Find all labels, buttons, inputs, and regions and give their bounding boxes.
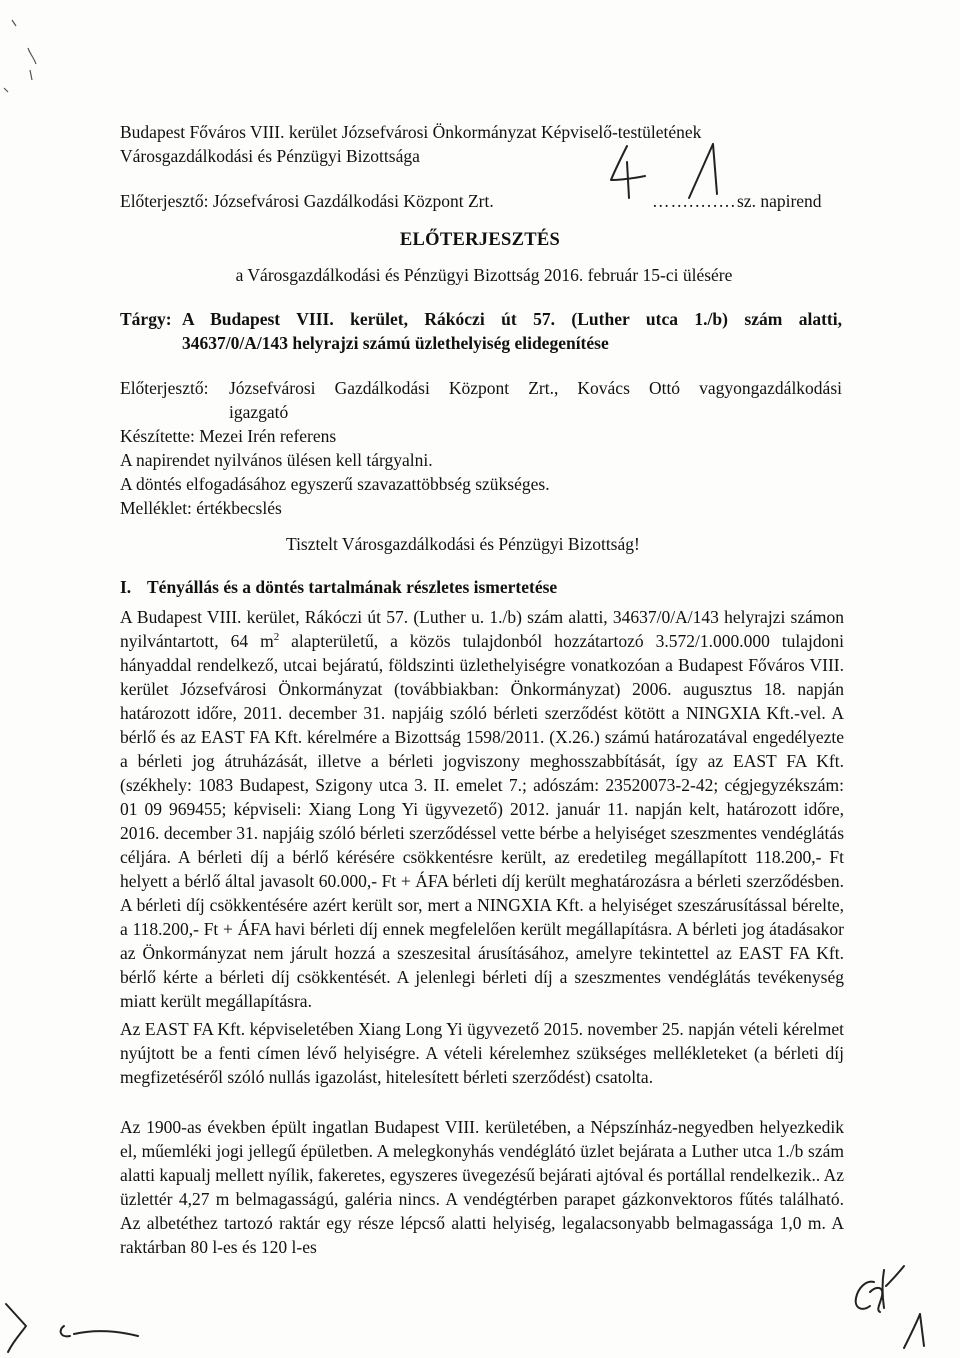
document-subtitle: a Városgazdálkodási és Pénzügyi Bizottság 2016. február 15-ci ülésére <box>235 265 733 285</box>
document-title: ELŐTERJESZTÉS <box>399 230 561 250</box>
scan-marks <box>0 0 70 110</box>
section-title: Tényállás és a döntés tartalmának részletes ismertetése <box>147 577 558 597</box>
paragraph-1-start: A Budapest VIII. kerület, Rákóczi út 57. (Luther u. 1./b) szám alatti, 34637/0/A/143 helyrajzi számon nyilvántartott, 64 m <box>120 607 844 651</box>
session-note: A napirendet nyilvános ülésen kell tárgyalni. <box>120 450 433 470</box>
handwritten-margin-mark <box>0 1296 150 1358</box>
subject-label: Tárgy: <box>120 309 172 329</box>
agenda-suffix: sz. napirend <box>737 191 822 211</box>
paragraph-2: Az EAST FA Kft. képviseletében Xiang Long Yi ügyvezető 2015. november 25. napján vételi kérelmet nyújtott be a fenti címen lévő helyiségre. A vételi kérelemhez szükséges mellékleteket (a bérleti díj megfizetéséről szóló nullás igazolást, hitelesített bérleti szerződést) csatolta. <box>120 1019 844 1087</box>
area-unit-superscript: 2 <box>273 631 280 644</box>
prepared-by: Készítette: Mezei Irén referens <box>120 426 337 446</box>
header-line-2: Városgazdálkodási és Pénzügyi Bizottsága <box>120 146 420 166</box>
proposer-continued: igazgató <box>229 402 289 422</box>
majority-note: A döntés elfogadásához egyszerű szavazattöbbség szükséges. <box>120 474 550 494</box>
paragraph-1 <box>120 605 844 1013</box>
subject-line-1: A Budapest VIII. kerület, Rákóczi út 57. (Luther utca 1./b) szám alatti, <box>182 309 842 329</box>
proposer-label: Előterjesztő: <box>120 378 209 398</box>
handwritten-initials <box>840 1264 940 1352</box>
handwritten-agenda-number <box>605 140 735 206</box>
subject-line-2: 34637/0/A/143 helyrajzi számú üzlethelyiség elidegenítése <box>182 333 609 353</box>
header-line-1: Budapest Főváros VIII. kerület Józsefvárosi Önkormányzat Képviselő-testületének <box>120 122 702 142</box>
proposer-value: Józsefvárosi Gazdálkodási Központ Zrt., Kovács Ottó vagyongazdálkodási <box>229 378 842 398</box>
header-proposer-line: Előterjesztő: Józsefvárosi Gazdálkodási Központ Zrt. <box>120 191 494 211</box>
salutation: Tisztelt Városgazdálkodási és Pénzügyi Bizottság! <box>286 534 640 554</box>
attachment-note: Melléklet: értékbecslés <box>120 498 282 518</box>
agenda-number-dots: …….….… <box>652 191 737 211</box>
paragraph-3: Az 1900-as években épült ingatlan Budapest VIII. kerületében, a Népszínház-negyedben helyezkedik el, műemléki jogi jellegű épületben. A melegkonyhás vendéglátó üzlet bejárata a Luther utca 1./b szám alatti kapualj mellett nyílik, fakeretes, egyszeres üvegezésű bejárati ajtóval és portállal rendelkezik.. Az üzlettér 4,27 m belmagasságú, galéria nincs. A vendégtérben parapet gázkonvektoros fűtés található. Az albetéthez tartozó raktár egy része lépcső alatti helyiség, legalacsonyabb belmagassága 1,0 m. A raktárban 80 l-es és 120 l-es <box>120 1117 845 1257</box>
paragraph-1-end: alapterületű, a közös tulajdonból hozzátartozó 3.572/1.000.000 tulajdoni hányaddal rendelkező, utcai bejáratú, földszinti üzlethelyiségre vonatkozóan a Budapest Főváros VIII. kerület Józsefvárosi Önkormányzat (továbbiakban: Önkormányzat) 2006. augusztus 18. napján határozott időre, 2011. december 31. napjáig szóló bérleti szerződést kötött a NINGXIA Kft.-vel. A bérlő és az EAST FA Kft. kérelmére a Bizottság 1598/2011. (X.26.) számú határozatával engedélyezte a bérleti jog átruházását, illetve a bérleti jogviszony meghosszabbítását, így az EAST FA Kft. (székhely: 1083 Budapest, Szigony utca 3. II. emelet 7.; adószám: 23520073-2-42; cégjegyzékszám: 01 09 969455; képviseli: Xiang Long Yi ügyvezető) 2012. január 11. napján kelt, határozott időre, 2016. december 31. napjáig szóló bérleti szerződéssel vette bérbe a helyiséget szeszmentes vendéglátás céljára. A bérleti díj a bérlő kérésére csökkentésre került, az eredetileg megállapított 118.200,- Ft helyett a bérlő által javasolt 60.000,- Ft + ÁFA bérleti díj került meghatározásra a bérleti szerződésben. A bérleti díj csökkentésére azért került sor, mert a NINGXIA Kft. a helyiséget szeszárusítással bérelte, a 118.200,- Ft + ÁFA havi bérleti díj ennek megfelelően került megállapításra. A bérleti jog átadásakor az Önkormányzat nem járult hozzá a szeszesital árusításához, amelyre tekintettel az EAST FA Kft. bérlő kérte a bérleti díj csökkentését. A jelenlegi bérleti díj a szeszmentes vendéglátás tevékenység miatt került megállapításra. <box>120 631 844 1011</box>
section-number: I. <box>120 577 132 597</box>
